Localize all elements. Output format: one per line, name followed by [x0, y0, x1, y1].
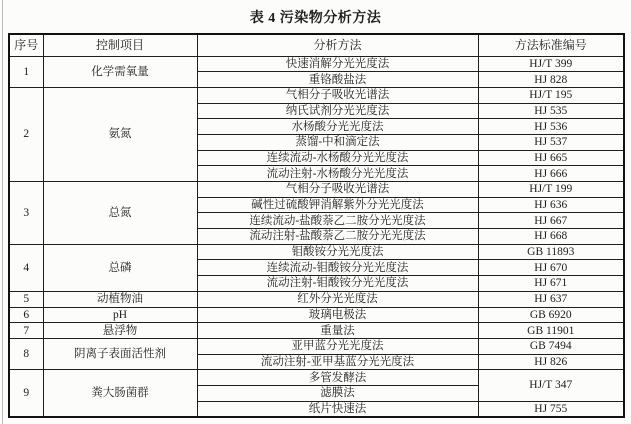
analysis-method-cell: 流动注射-钼酸铵分光光度法 [197, 276, 478, 292]
analysis-method-cell: 碱性过硫酸钾消解紫外分光光度法 [197, 197, 478, 213]
column-header-standard-number: 方法标准编号 [478, 34, 624, 56]
analysis-method-cell: 亚甲蓝分光光度法 [197, 338, 478, 354]
standard-number-cell: HJ 666 [478, 166, 624, 182]
standard-number-cell: HJ 636 [478, 197, 624, 213]
control-item-cell: 总氮 [43, 182, 197, 245]
column-header-control-item: 控制项目 [43, 34, 197, 56]
analysis-method-cell: 流动注射-亚甲基蓝分光光度法 [197, 354, 478, 370]
table-row [9, 338, 624, 354]
control-item-cell: 动植物油 [43, 291, 197, 307]
analysis-method-cell: 气相分子吸收光谱法 [197, 182, 478, 198]
standard-number-cell: HJ 535 [478, 103, 624, 119]
standard-number-cell: HJ/T 195 [478, 87, 624, 103]
table-row [9, 291, 624, 307]
control-item-cell: 总磷 [43, 244, 197, 291]
header-row [9, 34, 624, 56]
table-body [9, 56, 624, 417]
analysis-method-cell: 纳氏试剂分光光度法 [197, 103, 478, 119]
row-number-cell: 6 [9, 307, 43, 323]
standard-number-cell: GB 7494 [478, 338, 624, 354]
row-number-cell: 3 [9, 182, 43, 245]
analysis-method-cell: 流动注射-盐酸萘乙二胺分光光度法 [197, 229, 478, 245]
control-item-cell: 化学需氧量 [43, 56, 197, 87]
analysis-method-cell: 钼酸铵分光光度法 [197, 244, 478, 260]
analysis-method-cell: 滤膜法 [197, 385, 478, 401]
standard-number-cell: HJ 828 [478, 72, 624, 88]
row-number-cell: 7 [9, 323, 43, 339]
standard-number-cell: HJ 671 [478, 276, 624, 292]
column-header-no: 序号 [9, 34, 43, 56]
table-row [9, 244, 624, 260]
analysis-method-cell: 重量法 [197, 323, 478, 339]
analysis-method-cell: 玻璃电极法 [197, 307, 478, 323]
page-edge-line [2, 0, 3, 424]
analysis-method-cell: 连续流动-钼酸铵分光光度法 [197, 260, 478, 276]
control-item-cell: 粪大肠菌群 [43, 370, 197, 417]
row-number-cell: 9 [9, 370, 43, 417]
pollutant-analysis-table [8, 33, 625, 418]
analysis-method-cell: 连续流动-水杨酸分光光度法 [197, 150, 478, 166]
analysis-method-cell: 水杨酸分光光度法 [197, 119, 478, 135]
control-item-cell: 悬浮物 [43, 323, 197, 339]
control-item-cell: 阴离子表面活性剂 [43, 338, 197, 369]
analysis-method-cell: 连续流动-盐酸萘乙二胺分光光度法 [197, 213, 478, 229]
row-number-cell: 5 [9, 291, 43, 307]
standard-number-cell: HJ 665 [478, 150, 624, 166]
table-title: 表 4 污染物分析方法 [249, 11, 382, 26]
column-header-analysis-method: 分析方法 [197, 34, 478, 56]
standard-number-cell: HJ 536 [478, 119, 624, 135]
row-number-cell: 8 [9, 338, 43, 369]
standard-number-cell: HJ 637 [478, 291, 624, 307]
analysis-method-cell: 红外分光光度法 [197, 291, 478, 307]
analysis-method-cell: 快速消解分光光度法 [197, 56, 478, 72]
standard-number-cell: HJ 670 [478, 260, 624, 276]
control-item-cell: pH [43, 307, 197, 323]
table-row [9, 87, 624, 103]
analysis-method-cell: 多管发酵法 [197, 370, 478, 386]
row-number-cell: 4 [9, 244, 43, 291]
analysis-method-cell: 重铬酸盐法 [197, 72, 478, 88]
control-item-cell: 氨氮 [43, 87, 197, 181]
standard-number-cell: GB 11901 [478, 323, 624, 339]
row-number-cell: 2 [9, 87, 43, 181]
table-row [9, 323, 624, 339]
table-row [9, 307, 624, 323]
standard-number-cell: HJ/T 199 [478, 182, 624, 198]
table-row [9, 182, 624, 198]
standard-number-cell: HJ/T 399 [478, 56, 624, 72]
table-row [9, 56, 624, 72]
standard-number-cell: HJ/T 347 [478, 370, 624, 401]
standard-number-cell: HJ 667 [478, 213, 624, 229]
standard-number-cell: GB 6920 [478, 307, 624, 323]
analysis-method-cell: 纸片快速法 [197, 401, 478, 417]
analysis-method-cell: 流动注射-水杨酸分光光度法 [197, 166, 478, 182]
standard-number-cell: GB 11893 [478, 244, 624, 260]
table-row [9, 370, 624, 386]
standard-number-cell: HJ 537 [478, 134, 624, 150]
standard-number-cell: HJ 826 [478, 354, 624, 370]
analysis-method-cell: 气相分子吸收光谱法 [197, 87, 478, 103]
analysis-method-cell: 蒸馏-中和滴定法 [197, 134, 478, 150]
standard-number-cell: HJ 668 [478, 229, 624, 245]
standard-number-cell: HJ 755 [478, 401, 624, 417]
row-number-cell: 1 [9, 56, 43, 87]
